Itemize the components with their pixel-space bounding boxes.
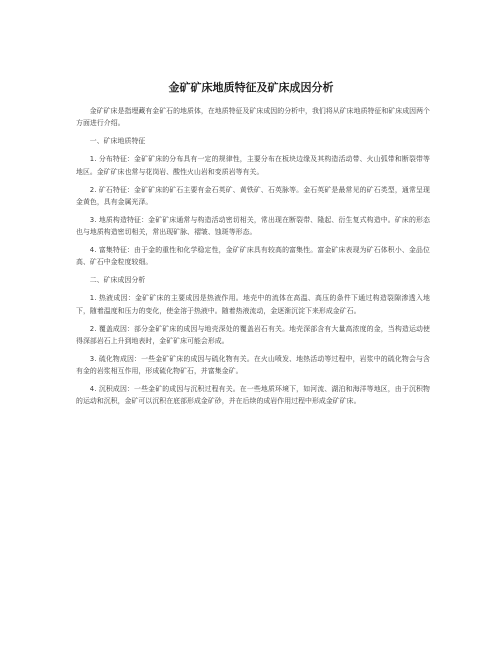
paragraph-ore: 2. 矿石特征：金矿矿床的矿石主要有金石英矿、黄铁矿、石英脉等。金石英矿是最常见的矿石类型，通常呈现金黄色，具有金属光泽。 [76,185,430,206]
intro-paragraph: 金矿矿床是指埋藏有金矿石的地质体，在地质特征及矿床成因的分析中，我们将从矿床地质特征和矿床成因两个方面进行介绍。 [76,107,430,128]
paragraph-sulfide: 3. 硫化物成因：一些金矿矿床的成因与硫化物有关。在火山喷发、地热活动等过程中，岩浆中的硫化物会与含有金的岩浆相互作用，形成硫化物矿石，并富集金矿。 [76,354,430,376]
paragraph-structure: 3. 地质构造特征：金矿矿床通常与构造活动密切相关，常出现在断裂带、隆起、衍生复式构造中。矿床的形态也与地质构造密切相关，常出现矿脉、褶皱、蚀斑等形态。 [76,215,430,237]
paragraph-distribution: 1. 分布特征：金矿矿床的分布具有一定的规律性，主要分布在板块边缘及其构造活动带、火山弧带和断裂带等地区。金矿矿床也常与花岗岩、酸性火山岩和变质岩等有关。 [76,155,430,176]
document-title: 金矿矿床地质特征及矿床成因分析 [168,81,334,94]
paragraph-hydrothermal: 1. 热液成因：金矿矿床的主要成因是热液作用。地壳中的流体在高温、高压的条件下通过构造裂隙渗透入地下，随着温度和压力的变化，使金溶于热液中。随着热液流动，金逐渐沉淀下来形成金矿石。 [76,294,430,315]
document-body [76,105,430,413]
paragraph-enrichment: 4. 富集特征：由于金的重性和化学稳定性，金矿矿床具有较高的富集性。富金矿床表现为矿石体积小、金品位高、矿石中金粒度较细。 [76,246,430,267]
paragraph-overburden: 2. 覆盖成因：部分金矿矿床的成因与地壳深处的覆盖岩石有关。地壳深部含有大量高浓度的金，当构造运动使得深部岩石上升到地表时，金矿矿床可能会形成。 [76,324,430,345]
section-heading-geology: 一、矿床地质特征 [89,137,146,146]
section-heading-genesis: 二、矿床成因分析 [89,276,146,285]
paragraph-sedimentary: 4. 沉积成因：一些金矿的成因与沉积过程有关。在一些地质环境下，如河流、湖泊和海洋等地区，由于沉积物的运动和沉积，金矿可以沉积在底部形成金矿砂，并在后续的成岩作用过程中形成金矿矿床。 [76,385,430,406]
